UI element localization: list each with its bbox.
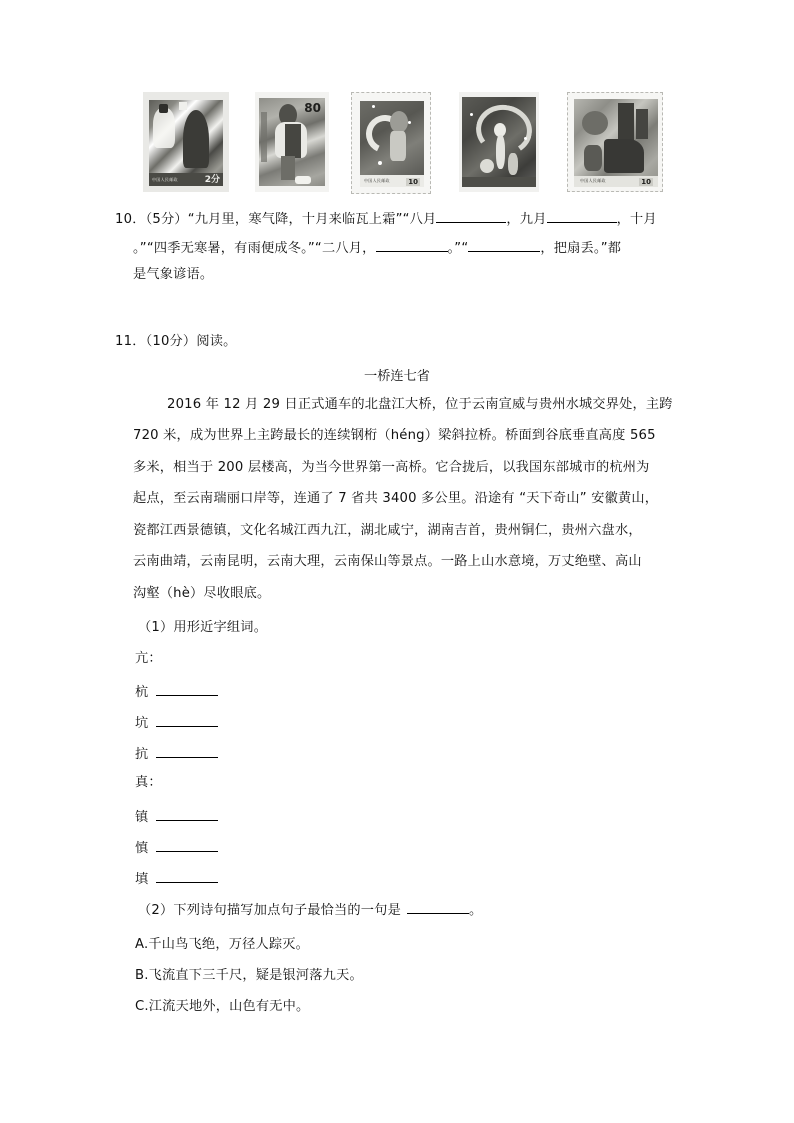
- passage-line-7: 沟壑（hè）尽收眼底。: [133, 586, 271, 601]
- group-1-item-3-blank[interactable]: [156, 744, 218, 758]
- q10-blank-2[interactable]: [547, 209, 617, 223]
- sub2-period: 。: [468, 903, 483, 918]
- group-2-item-2-blank[interactable]: [156, 838, 218, 852]
- group-2-item-1: [135, 807, 218, 826]
- passage-line-4: 起点，至云南瑞丽口岸等，连通了 7 省共 3400 多公里。沿途有 “天下奇山” 安徽黄山，: [133, 491, 659, 506]
- sub2-text: （2）下列诗句描写加点句子最恰当的一句是: [138, 903, 401, 918]
- option-b[interactable]: B.飞流直下三千尺，疑是银河落九天。: [135, 968, 363, 983]
- stamp-3-artwork: [360, 101, 424, 187]
- option-a[interactable]: A.千山鸟飞绝，万径人踪灭。: [135, 937, 310, 952]
- q10-text-c: ，十月: [616, 212, 657, 227]
- q10-line-2: [133, 238, 621, 257]
- stamp-1-caption: 中国人民邮政: [152, 177, 178, 182]
- sub-question-1-label: （1）用形近字组词。: [138, 620, 268, 635]
- group-1-item-2-blank[interactable]: [156, 713, 218, 727]
- q10-line2-b: 。”“: [447, 241, 469, 256]
- q10-text-a: “九月里，寒气降，十月来临瓦上霜”“八月: [187, 212, 437, 227]
- q10-number: 10: [115, 212, 133, 227]
- passage-line-6: 云南曲靖，云南昆明，云南大理，云南保山等景点。一路上山水意境，万丈绝壁、高山: [133, 554, 642, 569]
- group-2-item-2: [135, 838, 218, 857]
- stamp-3: [351, 92, 431, 194]
- stamp-3-denomination: 10: [408, 178, 418, 186]
- stamp-2: [255, 92, 329, 192]
- group-1-item-1-char: 杭: [135, 685, 149, 700]
- group-2-item-3: [135, 869, 218, 888]
- group-2-item-2-char: 慎: [135, 841, 149, 856]
- stamp-2-denomination: 80: [304, 101, 321, 115]
- passage-title: 一桥连七省: [364, 369, 430, 384]
- stamp-1: [143, 92, 229, 192]
- stamp-image-row: [143, 92, 663, 194]
- group-1-item-3-char: 抗: [135, 747, 149, 762]
- q10-blank-3[interactable]: [376, 238, 448, 252]
- group-2-item-3-char: 填: [135, 872, 149, 887]
- group-1-item-2-char: 坑: [135, 716, 149, 731]
- q11-prompt: 阅读。: [196, 334, 237, 349]
- stamp-1-artwork: [149, 100, 223, 186]
- stamp-5-caption: 中国人民邮政: [580, 178, 606, 183]
- q10-dot: ．: [132, 212, 146, 227]
- passage-line-3: 多米，相当于 200 层楼高，为当今世界第一高桥。它合拢后，以我国东部城市的杭州为: [133, 460, 650, 475]
- passage-line-1: 2016 年 12 月 29 日正式通车的北盘江大桥，位于云南宣威与贵州水城交界处，主跨: [167, 397, 673, 412]
- sub2-answer-blank[interactable]: [407, 900, 469, 914]
- stamp-5-artwork: [574, 99, 658, 187]
- stamp-4-artwork: [462, 97, 536, 187]
- group-2-item-1-blank[interactable]: [156, 807, 218, 821]
- q10-line2-c: ，把扇丢。”都: [540, 241, 622, 256]
- group-2-head: 真：: [135, 775, 162, 790]
- q11-dot: ．: [132, 334, 146, 349]
- stamp-2-artwork: [259, 98, 325, 186]
- group-1-item-1: [135, 682, 218, 701]
- group-2-item-3-blank[interactable]: [156, 869, 218, 883]
- group-2-item-1-char: 镇: [135, 810, 149, 825]
- group-1-item-3: [135, 744, 218, 763]
- group-1-head: 亢：: [135, 651, 162, 666]
- q10-text-b: ，九月: [506, 212, 547, 227]
- group-1-item-2: [135, 713, 218, 732]
- stamp-4-caption: [465, 177, 533, 185]
- stamp-1-denomination: 2分: [204, 175, 220, 185]
- group-1-item-1-blank[interactable]: [156, 682, 218, 696]
- stamp-3-caption: 中国人民邮政: [364, 178, 390, 183]
- q10-blank-4[interactable]: [468, 238, 540, 252]
- q11-number: 11: [115, 334, 133, 349]
- q11-line-1: [115, 334, 237, 350]
- q10-line-3: [133, 267, 213, 283]
- stamp-4: [459, 92, 539, 192]
- option-c[interactable]: C.江流天地外，山色有无中。: [135, 999, 310, 1014]
- q10-line3-text: 是气象谚语。: [133, 267, 214, 282]
- stamp-5: [567, 92, 663, 192]
- q11-score: （10分）: [145, 334, 197, 349]
- q10-line2-a: 。”“四季无寒暑，有雨便成冬。”“二八月，: [133, 241, 376, 256]
- q10-line-1: [115, 209, 657, 228]
- passage-line-2: 720 米，成为世界上主跨最长的连续钢桁（héng）梁斜拉桥。桥面到谷底垂直高度 565: [133, 428, 656, 443]
- stamp-5-denomination: 10: [641, 178, 651, 186]
- sub-question-2-label: [138, 900, 482, 919]
- q10-blank-1[interactable]: [436, 209, 506, 223]
- q10-score: （5分）: [145, 212, 188, 227]
- passage-line-5: 瓷都江西景德镇，文化名城江西九江，湖北咸宁，湖南吉首，贵州铜仁，贵州六盘水，: [133, 523, 642, 538]
